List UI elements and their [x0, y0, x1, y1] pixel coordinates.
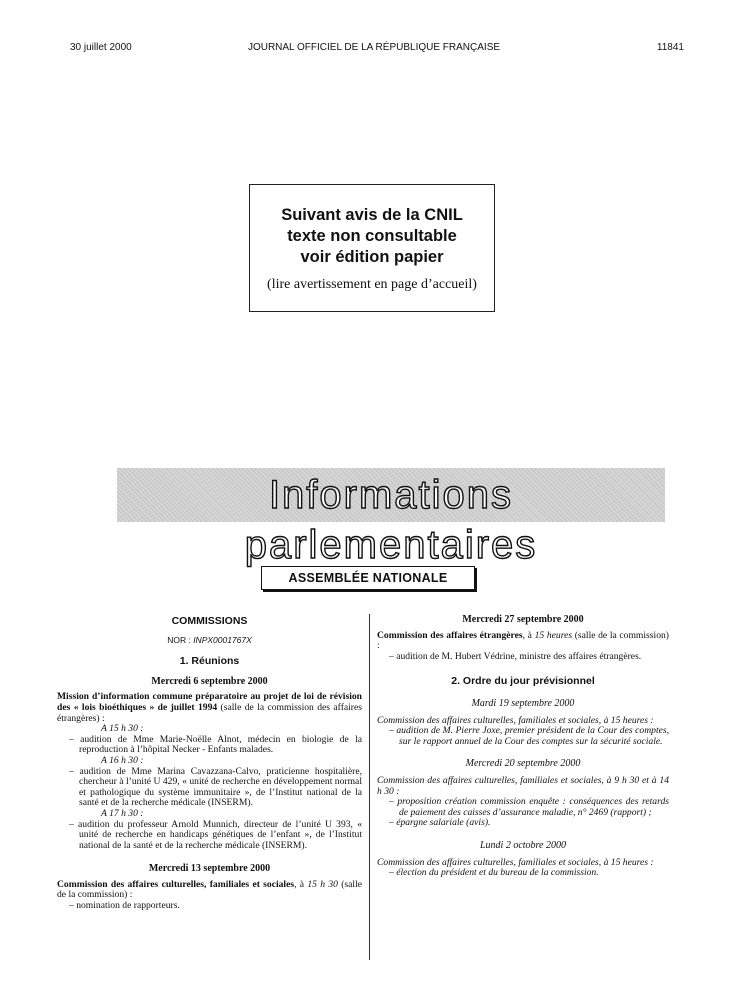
- cnil-line-1: Suivant avis de la CNIL: [281, 206, 463, 224]
- page-header: [0, 42, 748, 58]
- commission-sep: , à: [294, 878, 308, 890]
- issue-date: 30 juillet 2000: [70, 42, 132, 53]
- date-heading: Lundi 2 octobre 2000: [479, 839, 566, 851]
- agenda-item: – audition du professeur Arnold Munnich, directeur de l’unité U 393, « unité de recherche en handicaps génétiques de l’enfant », de l’Institut national de la santé et de la recherche médicale (INSERM).: [69, 818, 362, 851]
- agenda-item: – élection du président et du bureau de la commission.: [389, 867, 599, 879]
- left-column: [57, 612, 362, 912]
- agenda-item: – audition de Mme Marie-Noëlle Alnot, médecin en biologie de la reproduction à l’hôpital Necker - Enfants malades.: [69, 733, 362, 756]
- mission-rest: (salle de la commission des affaires étrangères) :: [57, 701, 362, 724]
- date-heading: Mercredi 27 septembre 2000: [462, 614, 584, 625]
- mission-bold: Mission d’information commune préparatoire au projet de loi de révision des « lois bioéthiques » de juillet 1994: [57, 691, 362, 713]
- commission-time: 15 heures: [534, 629, 573, 641]
- cnil-line-2: texte non consultable: [287, 227, 457, 245]
- time-heading: A 16 h 30 :: [101, 754, 144, 766]
- commission-title: Commission des affaires culturelles, familiales et sociales, à 15 heures :: [377, 856, 654, 868]
- commission-bold: Commission des affaires culturelles, familiales et sociales: [57, 878, 295, 890]
- column-divider: [369, 614, 370, 960]
- commission-title: Commission des affaires culturelles, familiales et sociales, à 15 heures :: [377, 714, 654, 726]
- commission-title: [57, 880, 362, 901]
- nor-reference: [57, 635, 362, 646]
- time-heading: A 15 h 30 :: [101, 723, 144, 735]
- nor-label: NOR :: [167, 634, 194, 645]
- mission-title: [57, 692, 362, 724]
- date-heading: Mercredi 20 septembre 2000: [465, 758, 581, 770]
- agenda-item: – audition de M. Hubert Védrine, ministre des affaires étrangères.: [389, 650, 642, 662]
- cnil-line-3: voir édition papier: [300, 248, 444, 266]
- commission-rest: (salle de la commission) :: [377, 629, 669, 652]
- banner-title: Informations parlementaires: [244, 473, 538, 567]
- agenda-item: – proposition création commission enquête : conséquences des retards de paiement des caisses d’assurance maladie, n° 2469 (rapport) ;: [389, 796, 669, 818]
- commission-bold: Commission des affaires étrangères: [377, 629, 523, 641]
- commission-title: [377, 631, 669, 652]
- commission-rest: (salle de la commission) :: [57, 878, 362, 901]
- commission-title: Commission des affaires culturelles, familiales et sociales, à 9 h 30 et à 14 h 30 :: [377, 774, 669, 797]
- date-heading: Mardi 19 septembre 2000: [471, 697, 575, 709]
- cnil-notice-box: [249, 184, 495, 312]
- commission-time: 15 h 30: [307, 878, 338, 890]
- agenda-item: – audition de Mme Marina Cavazzana-Calvo, praticienne hospitalière, chercheur à l’unité U 429, « unité de recherche en développement normal et pathologique du système immunitaire », de l’Institut national de la santé et de la recherche médicale (INSERM).: [69, 765, 362, 809]
- date-heading: Mercredi 6 septembre 2000: [151, 675, 268, 687]
- agenda-item: – audition de M. Pierre Joxe, premier président de la Cour des comptes, sur le rapport annuel de la Cour des comptes sur la sécurité sociale.: [389, 725, 669, 747]
- journal-title: JOURNAL OFFICIEL DE LA RÉPUBLIQUE FRANÇAISE: [247, 42, 501, 53]
- section-banner: [117, 468, 665, 567]
- agenda-item: – nomination de rapporteurs.: [69, 900, 180, 912]
- cnil-note: (lire avertissement en page d’accueil): [267, 277, 477, 292]
- commission-sep: , à: [522, 629, 535, 641]
- nor-value: INPX0001767X: [193, 634, 252, 645]
- date-heading: Mercredi 13 septembre 2000: [148, 863, 271, 875]
- right-column: [377, 612, 669, 879]
- section-ordre-du-jour: 2. Ordre du jour prévisionnel: [451, 675, 595, 688]
- section-reunions: 1. Réunions: [179, 655, 240, 668]
- assembly-title-box: ASSEMBLÉE NATIONALE: [261, 566, 475, 590]
- agenda-item: – épargne salariale (avis).: [389, 817, 491, 829]
- commissions-heading: COMMISSIONS: [171, 615, 248, 627]
- page-number: 11841: [656, 42, 684, 53]
- time-heading: A 17 h 30 :: [101, 807, 144, 819]
